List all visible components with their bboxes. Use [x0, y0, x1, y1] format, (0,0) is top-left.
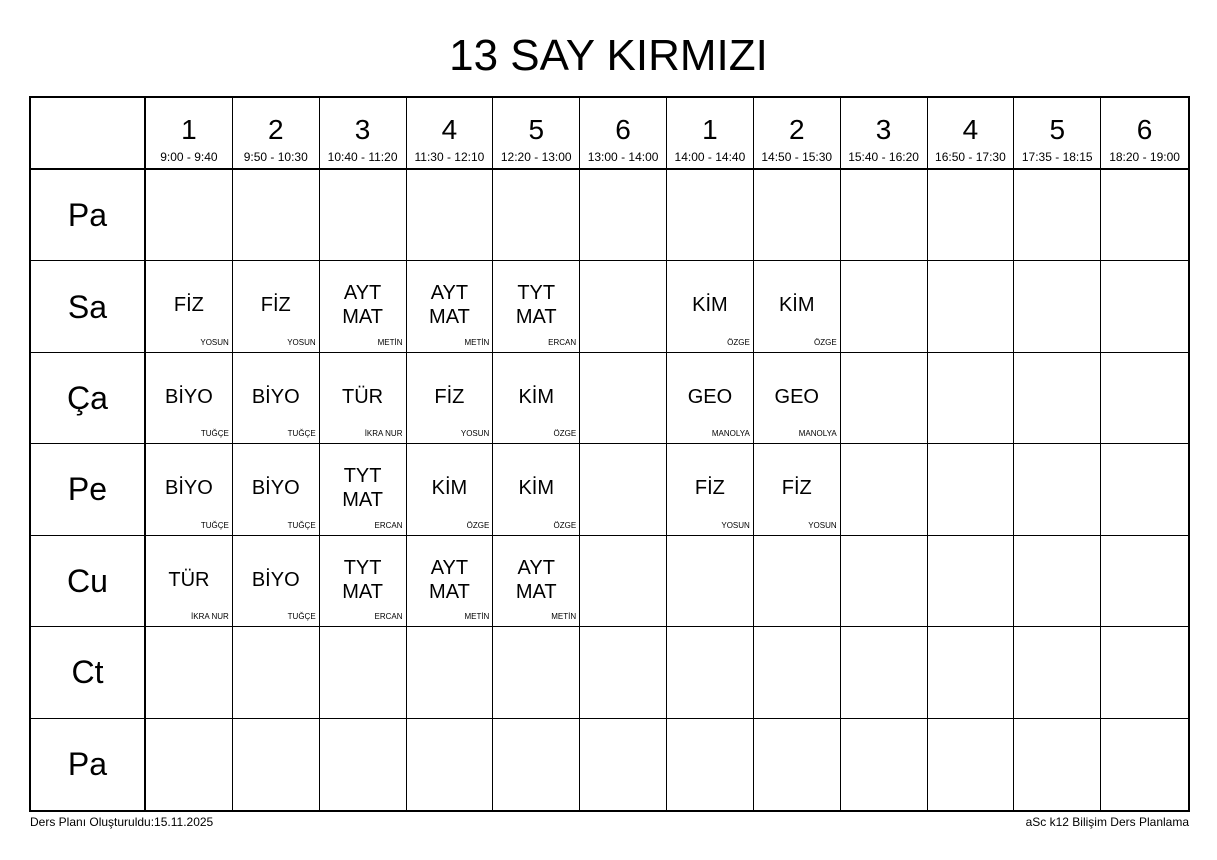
empty-cell: [841, 353, 928, 444]
empty-cell: [1014, 170, 1101, 261]
empty-cell: [841, 261, 928, 352]
empty-cell: [580, 719, 667, 810]
lesson-cell: [754, 444, 841, 535]
period-number: 1: [702, 114, 718, 145]
period-time: 17:35 - 18:15: [1021, 150, 1093, 164]
period-number: 6: [615, 114, 631, 145]
empty-cell: [754, 536, 841, 627]
lesson-cell: [320, 261, 407, 352]
empty-cell: [146, 627, 233, 718]
subject-name: TÜR: [342, 385, 384, 408]
period-time: 9:00 - 9:40: [160, 150, 218, 164]
lesson-cell: [493, 444, 580, 535]
page-title: 13 SAY KIRMIZI: [449, 31, 768, 80]
period-header: [320, 98, 407, 170]
empty-cell: [146, 719, 233, 810]
empty-cell: [407, 627, 494, 718]
teacher-name: METİN: [377, 337, 403, 347]
period-header: [1101, 98, 1188, 170]
empty-cell: [493, 719, 580, 810]
teacher-name: MANOLYA: [711, 429, 750, 439]
footer-software-name: aSc k12 Bilişim Ders Planlama: [1025, 815, 1189, 829]
day-header: [31, 353, 146, 444]
empty-cell: [841, 536, 928, 627]
subject-name: AYT MAT: [429, 556, 470, 603]
lesson-cell: [407, 444, 494, 535]
empty-cell: [841, 719, 928, 810]
empty-cell: [1014, 627, 1101, 718]
teacher-name: YOSUN: [200, 337, 229, 347]
empty-cell: [928, 627, 1015, 718]
empty-cell: [841, 170, 928, 261]
empty-cell: [493, 627, 580, 718]
subject-name: TYT MAT: [342, 556, 383, 603]
subject-name: KİM: [778, 294, 815, 317]
subject-name: GEO: [687, 385, 733, 408]
subject-name: KİM: [518, 477, 555, 500]
day-label: Pe: [67, 471, 108, 508]
empty-cell: [580, 627, 667, 718]
empty-cell: [1014, 444, 1101, 535]
teacher-name: ERCAN: [374, 612, 403, 622]
period-number: 3: [354, 114, 371, 145]
empty-cell: [928, 261, 1015, 352]
lesson-cell: [493, 261, 580, 352]
lesson-cell: [493, 536, 580, 627]
empty-cell: [407, 719, 494, 810]
empty-cell: [320, 627, 407, 718]
empty-cell: [1101, 444, 1188, 535]
period-header: [233, 98, 320, 170]
empty-cell: [320, 719, 407, 810]
teacher-name: İKRA NUR: [364, 429, 403, 439]
teacher-name: YOSUN: [460, 429, 490, 439]
subject-name: TYT MAT: [515, 282, 557, 329]
lesson-cell: [667, 261, 754, 352]
timetable-grid: [29, 96, 1190, 812]
day-label: Ct: [71, 654, 104, 691]
lesson-cell: [233, 261, 320, 352]
subject-name: AYT MAT: [515, 556, 557, 603]
empty-cell: [754, 170, 841, 261]
teacher-name: ÖZGE: [466, 520, 490, 530]
teacher-name: YOSUN: [721, 520, 750, 530]
empty-cell: [754, 627, 841, 718]
subject-name: AYT MAT: [429, 282, 470, 329]
subject-name: AYT MAT: [342, 282, 383, 329]
period-header: [493, 98, 580, 170]
lesson-cell: [407, 353, 494, 444]
empty-cell: [667, 536, 754, 627]
teacher-name: YOSUN: [808, 520, 837, 530]
footer-created-date: Ders Planı Oluşturuldu:15.11.2025: [30, 815, 214, 829]
empty-cell: [233, 170, 320, 261]
empty-cell: [841, 627, 928, 718]
lesson-cell: [754, 353, 841, 444]
empty-cell: [407, 170, 494, 261]
day-label: Pa: [67, 197, 108, 234]
period-time: 10:40 - 11:20: [327, 150, 398, 164]
day-header: [31, 444, 146, 535]
period-time: 14:50 - 15:30: [761, 150, 833, 164]
lesson-cell: [320, 353, 407, 444]
teacher-name: METİN: [551, 612, 577, 622]
empty-cell: [1101, 627, 1188, 718]
lesson-cell: [233, 536, 320, 627]
teacher-name: METİN: [464, 337, 490, 347]
subject-name: FİZ: [781, 477, 812, 500]
subject-name: BİYO: [251, 385, 300, 408]
day-header: [31, 627, 146, 718]
period-time: 11:30 - 12:10: [414, 150, 485, 164]
empty-cell: [1101, 353, 1188, 444]
subject-name: FİZ: [260, 294, 291, 317]
lesson-cell: [146, 261, 233, 352]
period-number: 4: [962, 114, 979, 145]
empty-cell: [1101, 719, 1188, 810]
day-label: Ça: [67, 380, 108, 417]
lesson-cell: [233, 444, 320, 535]
empty-cell: [1014, 719, 1101, 810]
period-header: [841, 98, 928, 170]
subject-name: KİM: [692, 294, 728, 317]
period-time: 14:00 - 14:40: [674, 150, 746, 164]
lesson-cell: [754, 261, 841, 352]
period-number: 2: [788, 114, 805, 145]
empty-cell: [928, 170, 1015, 261]
subject-name: FİZ: [173, 294, 204, 317]
empty-cell: [493, 170, 580, 261]
period-header: [667, 98, 754, 170]
teacher-name: TUĞÇE: [287, 429, 316, 439]
period-time: 12:20 - 13:00: [500, 150, 572, 164]
period-time: 9:50 - 10:30: [243, 150, 308, 164]
table-corner-cell: [31, 98, 146, 170]
period-number: 5: [528, 114, 545, 145]
teacher-name: TUĞÇE: [287, 612, 316, 622]
empty-cell: [754, 719, 841, 810]
period-time: 16:50 - 17:30: [935, 150, 1006, 164]
period-time: 18:20 - 19:00: [1109, 150, 1180, 164]
empty-cell: [928, 444, 1015, 535]
day-header: [31, 536, 146, 627]
day-header: [31, 170, 146, 261]
teacher-name: ÖZGE: [727, 337, 750, 347]
empty-cell: [667, 627, 754, 718]
period-header: [754, 98, 841, 170]
period-number: 4: [441, 114, 458, 145]
lesson-cell: [320, 444, 407, 535]
teacher-name: TUĞÇE: [287, 520, 316, 530]
empty-cell: [1014, 536, 1101, 627]
subject-name: BİYO: [251, 568, 300, 591]
lesson-cell: [667, 353, 754, 444]
empty-cell: [580, 353, 667, 444]
lesson-cell: [407, 536, 494, 627]
period-header: [146, 98, 233, 170]
empty-cell: [580, 261, 667, 352]
empty-cell: [233, 719, 320, 810]
teacher-name: TUĞÇE: [200, 429, 229, 439]
period-number: 3: [875, 114, 892, 145]
subject-name: TÜR: [168, 568, 210, 591]
empty-cell: [1101, 536, 1188, 627]
lesson-cell: [146, 353, 233, 444]
teacher-name: TUĞÇE: [200, 520, 229, 530]
empty-cell: [233, 627, 320, 718]
subject-name: FİZ: [434, 385, 465, 408]
subject-name: TYT MAT: [342, 465, 383, 512]
period-header: [580, 98, 667, 170]
teacher-name: ERCAN: [548, 337, 577, 347]
subject-name: FİZ: [694, 477, 725, 500]
subject-name: KİM: [518, 385, 555, 408]
empty-cell: [841, 444, 928, 535]
empty-cell: [146, 170, 233, 261]
period-time: 13:00 - 14:00: [587, 150, 659, 164]
teacher-name: YOSUN: [287, 337, 316, 347]
period-header: [407, 98, 494, 170]
empty-cell: [928, 353, 1015, 444]
empty-cell: [320, 170, 407, 261]
empty-cell: [1101, 261, 1188, 352]
period-header: [1014, 98, 1101, 170]
empty-cell: [1101, 170, 1188, 261]
teacher-name: ÖZGE: [553, 520, 577, 530]
day-label: Cu: [67, 562, 108, 599]
day-label: Pa: [67, 746, 108, 783]
empty-cell: [667, 170, 754, 261]
period-time: 15:40 - 16:20: [848, 150, 919, 164]
empty-cell: [580, 536, 667, 627]
period-number: 5: [1049, 114, 1066, 145]
empty-cell: [1014, 353, 1101, 444]
period-number: 2: [267, 114, 284, 145]
lesson-cell: [146, 444, 233, 535]
teacher-name: ÖZGE: [813, 337, 837, 347]
teacher-name: ERCAN: [374, 520, 403, 530]
lesson-cell: [146, 536, 233, 627]
lesson-cell: [667, 444, 754, 535]
lesson-cell: [493, 353, 580, 444]
teacher-name: İKRA NUR: [191, 612, 229, 622]
empty-cell: [580, 444, 667, 535]
lesson-cell: [407, 261, 494, 352]
lesson-cell: [233, 353, 320, 444]
empty-cell: [928, 719, 1015, 810]
subject-name: BİYO: [165, 385, 213, 408]
subject-name: KİM: [431, 477, 468, 500]
empty-cell: [580, 170, 667, 261]
day-header: [31, 261, 146, 352]
period-number: 6: [1136, 114, 1153, 145]
subject-name: BİYO: [251, 477, 300, 500]
subject-name: GEO: [774, 385, 819, 408]
lesson-cell: [320, 536, 407, 627]
day-header: [31, 719, 146, 810]
empty-cell: [928, 536, 1015, 627]
period-number: 1: [181, 114, 197, 145]
teacher-name: MANOLYA: [798, 429, 837, 439]
empty-cell: [667, 719, 754, 810]
day-label: Sa: [67, 288, 108, 325]
teacher-name: ÖZGE: [553, 429, 577, 439]
period-header: [928, 98, 1015, 170]
teacher-name: METİN: [464, 612, 490, 622]
subject-name: BİYO: [165, 477, 213, 500]
empty-cell: [1014, 261, 1101, 352]
